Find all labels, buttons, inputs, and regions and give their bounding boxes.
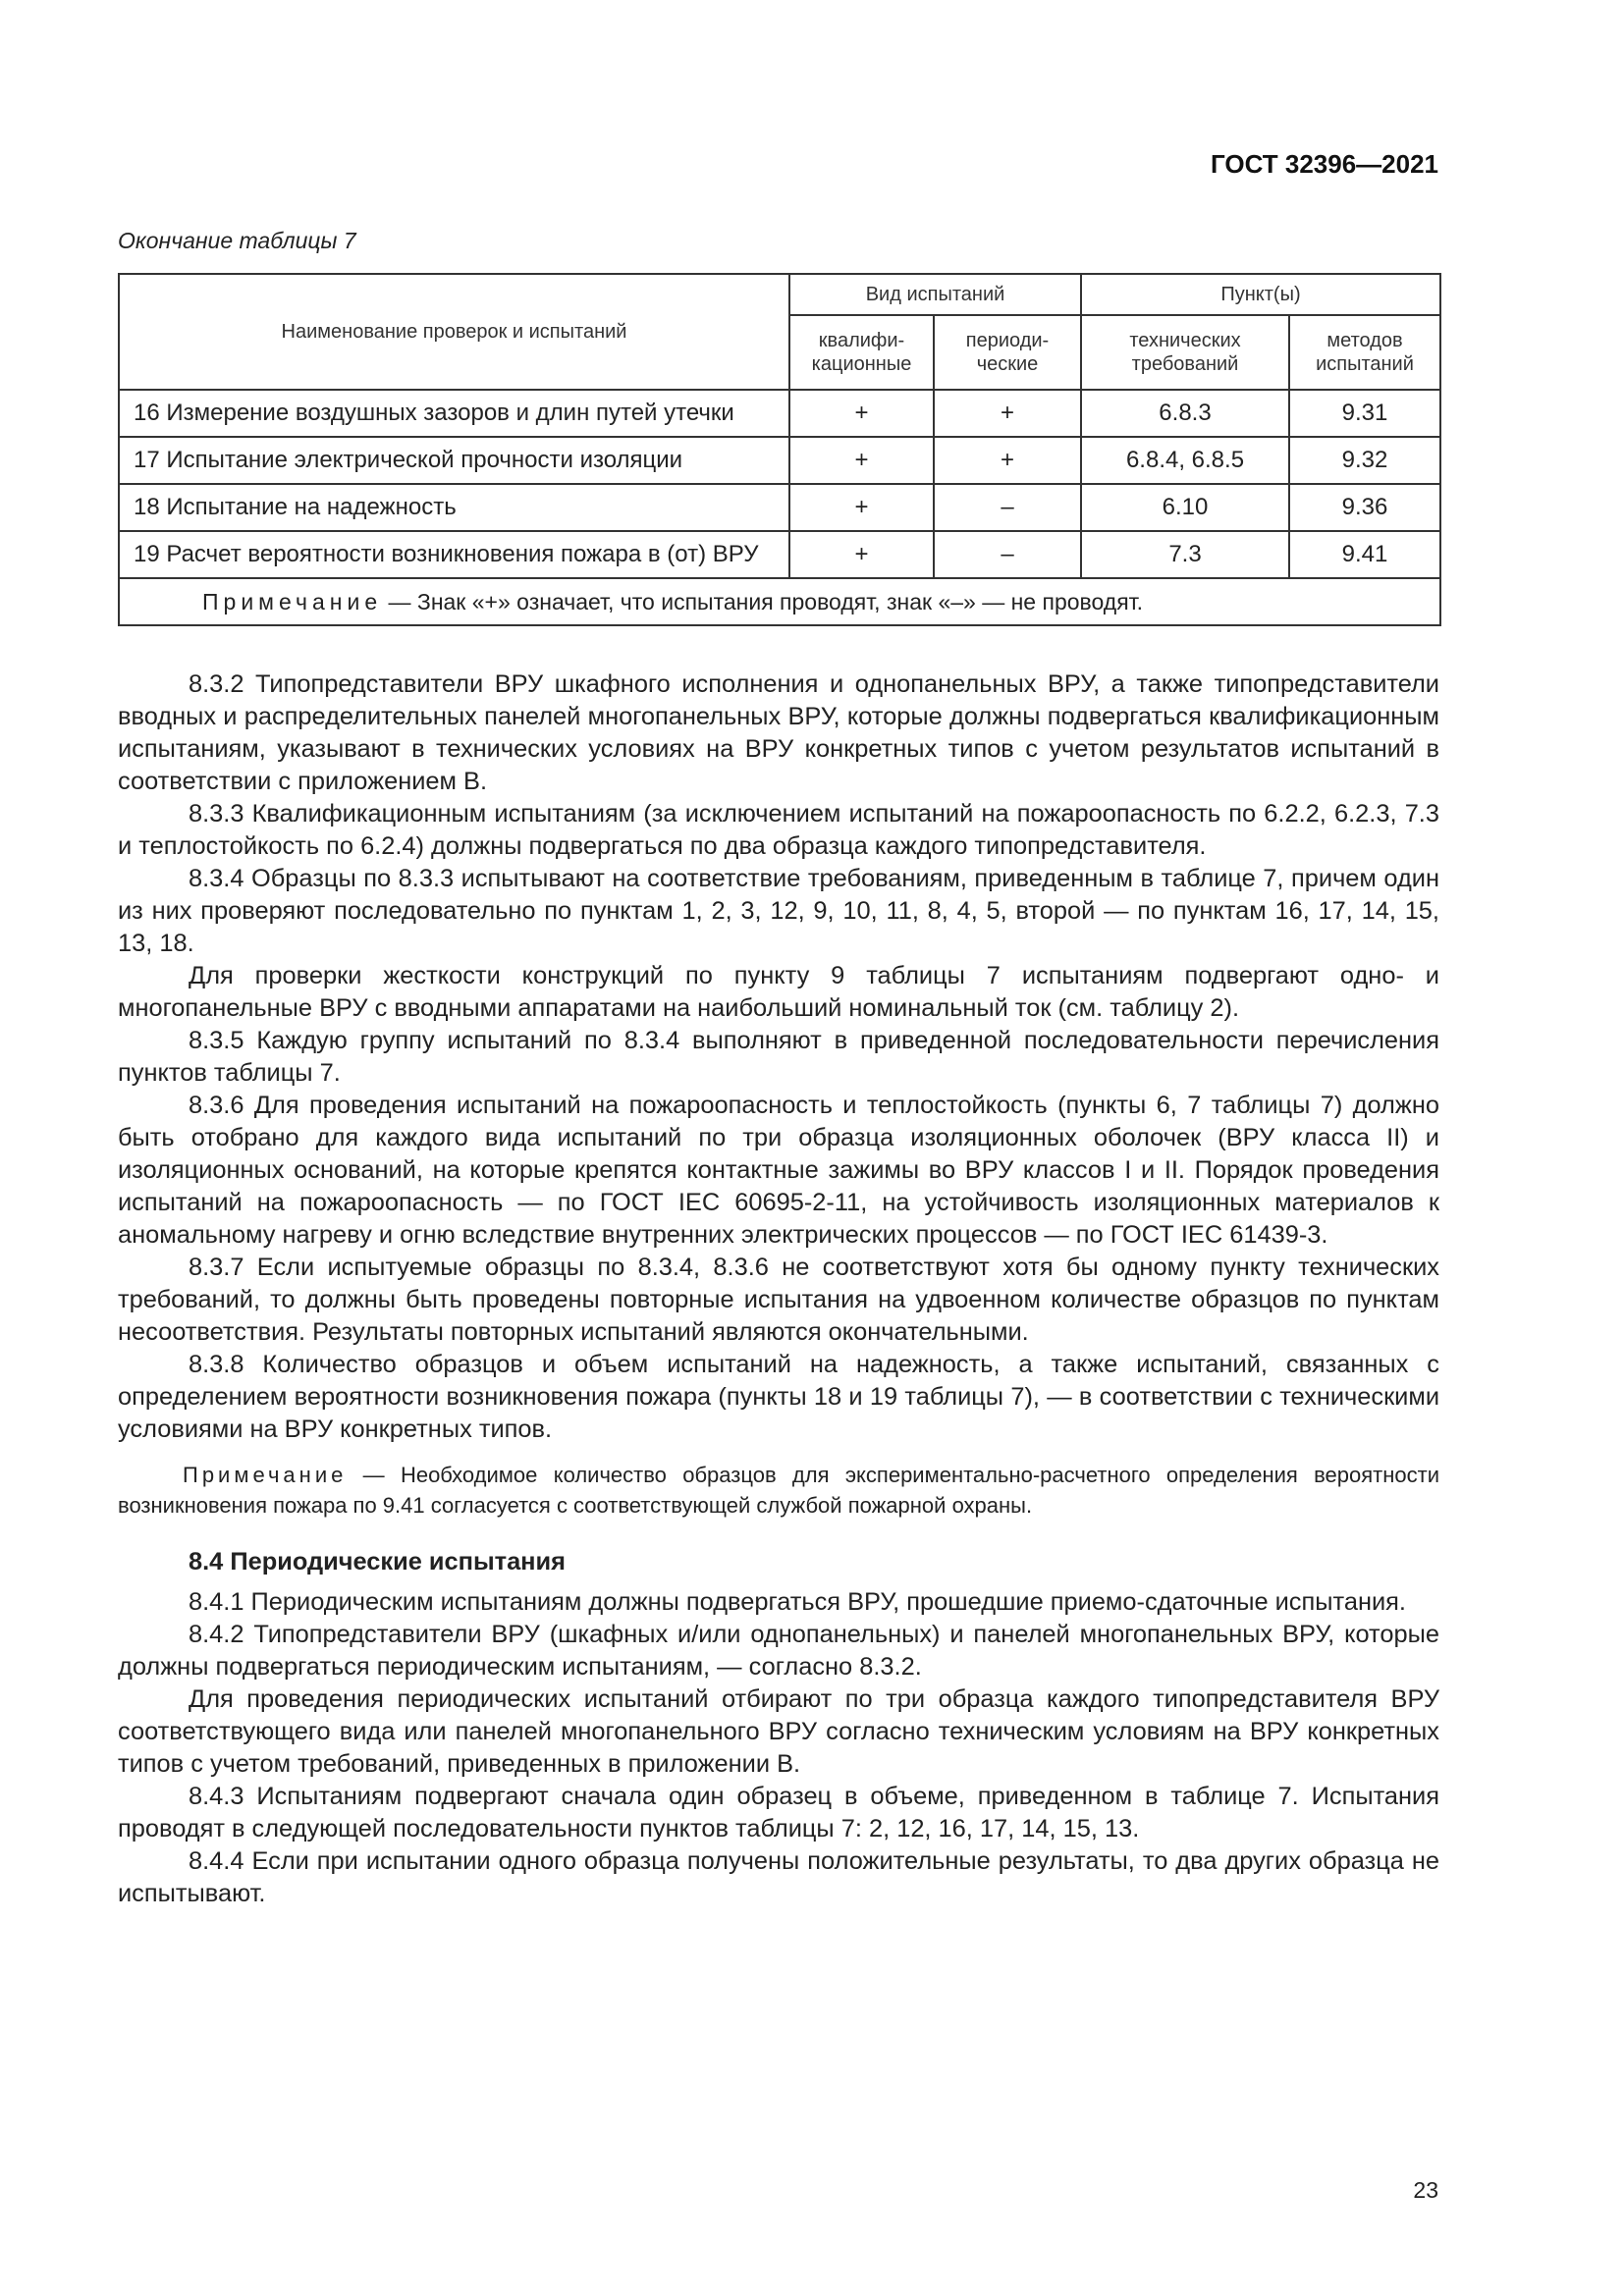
row-name: 16 Измерение воздушных зазоров и длин путей утечки: [119, 390, 789, 437]
row-periodic: –: [934, 531, 1081, 578]
paragraph-8-3-3: 8.3.3 Квалификационным испытаниям (за исключением испытаний на пожароопасность по 6.2.2, 6.2.3, 7.3 и теплостойкость по 6.2.4) должны подвергаться по два образца каждого типопредставителя.: [118, 800, 1439, 860]
page-number: 23: [1413, 2177, 1438, 2203]
tests-table: [118, 273, 1441, 626]
row-tech-requirements: 6.8.3: [1081, 390, 1289, 437]
note-text: — Необходимое количество образцов для экспериментально-расчетного определения вероятности возникновения пожара по 9.41 согласуется с соответствующей службой пожарной охраны.: [118, 1463, 1439, 1518]
table-note: [119, 578, 1440, 625]
row-name: 19 Расчет вероятности возникновения пожара в (от) ВРУ: [119, 531, 789, 578]
table-caption: Окончание таблицы 7: [118, 228, 356, 253]
document-body: [118, 668, 1439, 1910]
row-test-methods: 9.32: [1289, 437, 1440, 484]
table-row: [119, 531, 1440, 578]
table-note-row: [119, 578, 1440, 625]
paragraph-8-4-2-continued: Для проведения периодических испытаний отбирают по три образца каждого типопредставителя ВРУ соответствующего вида или панелей многопанельного ВРУ согласно техническим условиям на ВРУ конкретных типов с учетом требований, приведенных в приложении В.: [118, 1685, 1439, 1778]
table-note-label: Примечание: [202, 588, 383, 614]
table-row: [119, 437, 1440, 484]
header-periodic: периоди- ческие: [934, 315, 1081, 390]
header-qualification: квалифи- кационные: [789, 315, 934, 390]
paragraph-8-4-1: 8.4.1 Периодическим испытаниям должны подвергаться ВРУ, прошедшие приемо-сдаточные испытания.: [189, 1588, 1406, 1616]
table-row: [119, 484, 1440, 531]
paragraph-8-3-4-continued: Для проверки жесткости конструкций по пункту 9 таблицы 7 испытаниям подвергают одно- и многопанельные ВРУ с вводными аппаратами на наибольший номинальный ток (см. таблицу 2).: [118, 962, 1439, 1022]
table-note-text: — Знак «+» означает, что испытания проводят, знак «–» — не проводят.: [382, 588, 1144, 614]
row-name: 17 Испытание электрической прочности изоляции: [119, 437, 789, 484]
row-tech-requirements: 6.10: [1081, 484, 1289, 531]
note-label: Примечание: [183, 1463, 348, 1487]
document-code: ГОСТ 32396—2021: [1211, 149, 1438, 179]
paragraph-8-4-2: 8.4.2 Типопредставители ВРУ (шкафных и/или однопанельных) и панелей многопанельных ВРУ, которые должны подвергаться периодическим испытаниям, — согласно 8.3.2.: [118, 1621, 1439, 1681]
row-qualification: +: [789, 437, 934, 484]
row-name: 18 Испытание на надежность: [119, 484, 789, 531]
paragraph-8-4-4: 8.4.4 Если при испытании одного образца получены положительные результаты, то два других образца не испытывают.: [118, 1847, 1439, 1907]
paragraph-8-3-6: 8.3.6 Для проведения испытаний на пожароопасность и теплостойкость (пункты 6, 7 таблицы 7) должно быть отобрано для каждого вида испытаний по три образца изоляционных оболочек (ВРУ класса II) и изоляционных оснований, на которые крепятся контактные зажимы во ВРУ классов I и II. Порядок проведения испытаний на пожароопасность — по ГОСТ IEC 60695-2-11, на устойчивость изоляционных материалов к аномальному нагреву и огню вследствие внутренних электрических процессов — по ГОСТ IEC 61439-3.: [118, 1092, 1439, 1249]
note-paragraph: [118, 1460, 1439, 1521]
paragraph-8-3-8: 8.3.8 Количество образцов и объем испытаний на надежность, а также испытаний, связанных с определением вероятности возникновения пожара (пункты 18 и 19 таблицы 7), — в соответствии с техническими условиями на ВРУ конкретных типов.: [118, 1351, 1439, 1443]
paragraph-8-3-7: 8.3.7 Если испытуемые образцы по 8.3.4, 8.3.6 не соответствуют хотя бы одному пункту технических требований, то должны быть проведены повторные испытания на удвоенном количестве образцов по пунктам несоответствия. Результаты повторных испытаний являются окончательными.: [118, 1254, 1439, 1346]
header-test-methods: методов испытаний: [1289, 315, 1440, 390]
row-qualification: +: [789, 484, 934, 531]
row-test-methods: 9.31: [1289, 390, 1440, 437]
row-periodic: +: [934, 437, 1081, 484]
table-row: [119, 390, 1440, 437]
paragraph-8-3-5: 8.3.5 Каждую группу испытаний по 8.3.4 выполняют в приведенной последовательности перечисления пунктов таблицы 7.: [118, 1027, 1439, 1087]
header-test-type: Вид испытаний: [789, 274, 1081, 315]
header-tech-requirements: технических требований: [1081, 315, 1289, 390]
header-clauses: Пункт(ы): [1081, 274, 1440, 315]
row-periodic: –: [934, 484, 1081, 531]
paragraph-8-4-3: 8.4.3 Испытаниям подвергают сначала один образец в объеме, приведенном в таблице 7. Испытания проводят в следующей последовательности пунктов таблицы 7: 2, 12, 16, 17, 14, 15, 13.: [118, 1783, 1439, 1842]
table-header-row: [119, 274, 1440, 315]
row-qualification: +: [789, 531, 934, 578]
row-periodic: +: [934, 390, 1081, 437]
row-test-methods: 9.41: [1289, 531, 1440, 578]
paragraph-8-3-4: 8.3.4 Образцы по 8.3.3 испытывают на соответствие требованиям, приведенным в таблице 7, причем один из них проверяют последовательно по пунктам 1, 2, 3, 12, 9, 10, 11, 8, 4, 5, второй — по пунктам 16, 17, 14, 15, 13, 18.: [118, 865, 1439, 957]
row-test-methods: 9.36: [1289, 484, 1440, 531]
row-tech-requirements: 6.8.4, 6.8.5: [1081, 437, 1289, 484]
section-heading-8-4: 8.4 Периодические испытания: [189, 1548, 566, 1575]
row-qualification: +: [789, 390, 934, 437]
paragraph-8-3-2: 8.3.2 Типопредставители ВРУ шкафного исполнения и однопанельных ВРУ, а также типопредставители вводных и распределительных панелей многопанельных ВРУ, которые должны подвергаться квалификационным испытаниям, указывают в технических условиях на ВРУ конкретных типов с учетом результатов испытаний в соответствии с приложением В.: [118, 670, 1439, 795]
row-tech-requirements: 7.3: [1081, 531, 1289, 578]
header-name: Наименование проверок и испытаний: [119, 274, 789, 390]
